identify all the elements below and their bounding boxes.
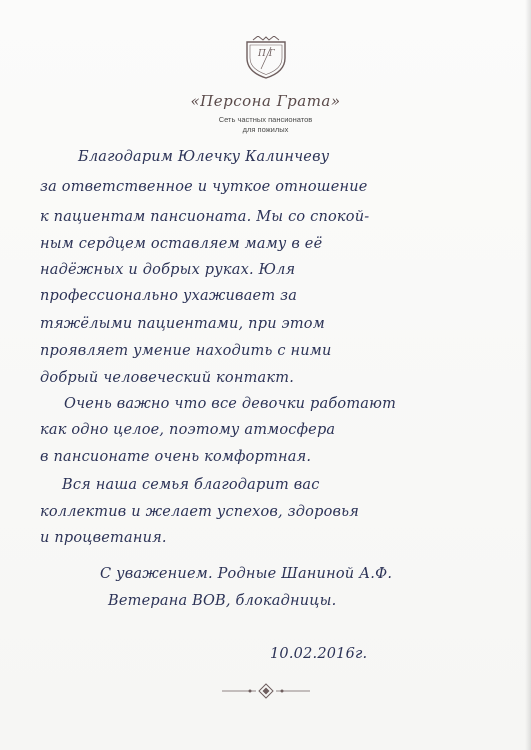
tagline-line-1: Сеть частных пансионатов: [218, 115, 313, 124]
letter-line: профессионально ухаживает за: [40, 288, 298, 304]
letter-line: ным сердцем оставляем маму в её: [40, 236, 323, 252]
letter-line: надёжных и добрых руках. Юля: [40, 262, 296, 278]
tagline-line-2: для пожилых: [242, 125, 289, 134]
letter-line: и процветания.: [40, 530, 167, 546]
letter-line: Вся наша семья благодарит вас: [62, 477, 320, 493]
crest-letters: П Г: [258, 49, 275, 59]
signature-line: Ветерана ВОВ, блокадницы.: [108, 593, 337, 609]
letter-line: Очень важно что все девочки работают: [64, 396, 397, 412]
letter-line: Благодарим Юлечку Калинчеву: [78, 149, 330, 165]
letter-line: к пациентам пансионата. Мы со спокой-: [40, 209, 370, 225]
letter-line: в пансионате очень комфортная.: [40, 449, 312, 465]
signature-line: С уважением. Родные Шаниной А.Ф.: [100, 566, 393, 582]
page-edge-shadow: [525, 0, 531, 750]
footer-ornament-icon: [220, 683, 312, 699]
letter-line: проявляет умение находить с ними: [40, 343, 332, 359]
letter-line: тяжёлыми пациентами, при этом: [40, 316, 325, 332]
letter-line: коллектив и желает успехов, здоровья: [40, 504, 360, 520]
letter-line: как одно целое, поэтому атмосфера: [40, 422, 336, 438]
letter-line: за ответственное и чуткое отношение: [40, 179, 368, 195]
letter-date: 10.02.2016г.: [270, 646, 368, 662]
brand-name: «Персона Грата»: [190, 92, 341, 110]
crest-logo-icon: [241, 36, 291, 80]
letter-line: добрый человеческий контакт.: [40, 370, 295, 386]
